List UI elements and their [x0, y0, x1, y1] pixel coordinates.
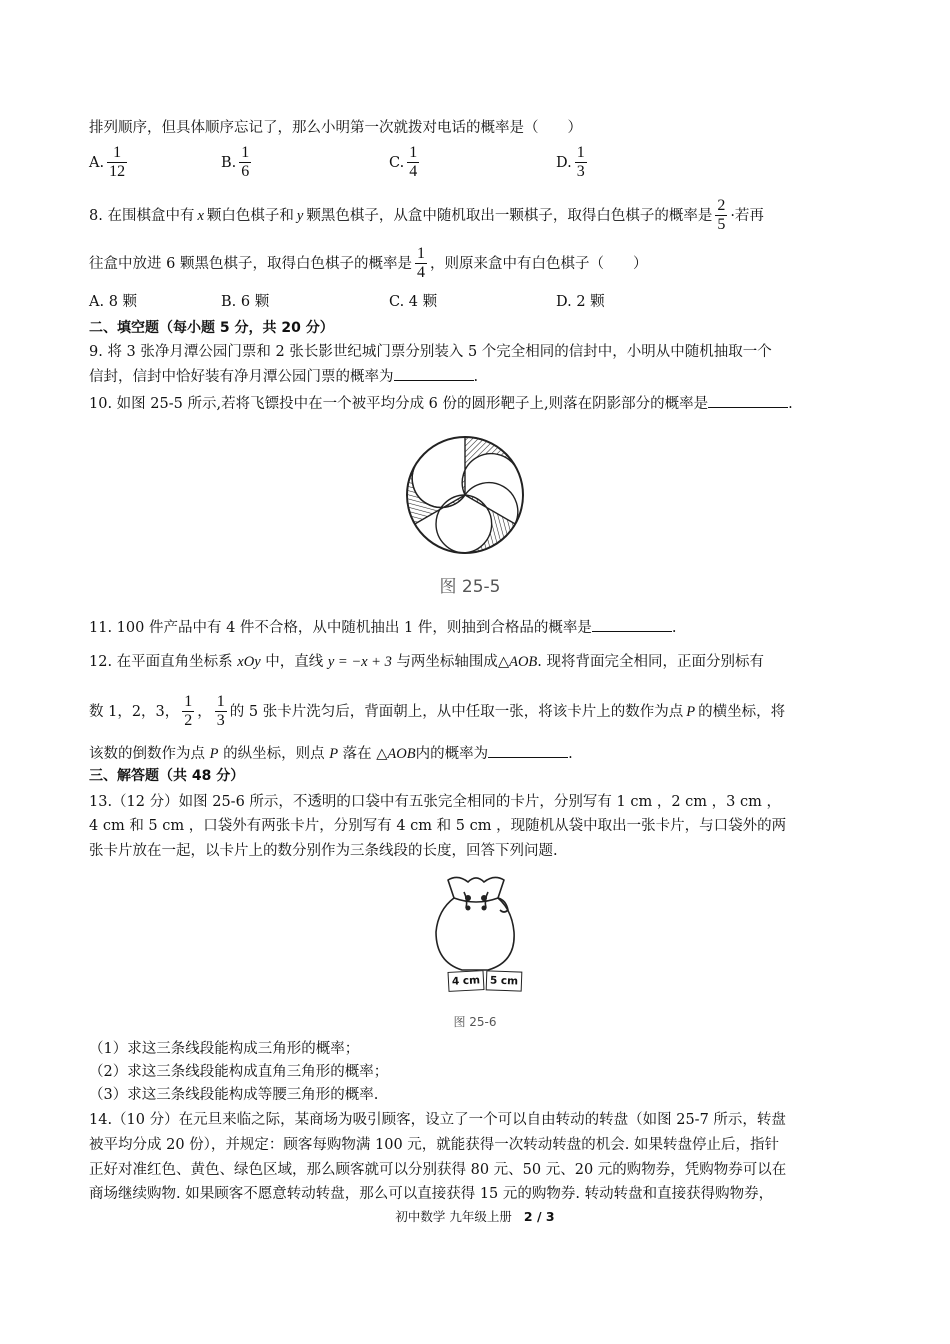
q8-option-a: A. 8 颗	[89, 294, 138, 310]
q13-line2: 4 cm 和 5 cm ，口袋外有两张卡片，分别写有 4 cm 和 5 cm ，现随机从袋中取出一张卡片，与口袋外的两	[89, 818, 787, 834]
q7-option-a: A. $\frac{1}{12}$	[89, 144, 126, 180]
q7-option-b-fraction: $\frac{1}{6}$	[241, 144, 250, 180]
q14-line1: 14.（10 分）在元旦来临之际，某商场为吸引顾客，设立了一个可以自由转动的转盘（如图 25-7 所示，转盘	[89, 1112, 786, 1128]
q13-sub1: （1）求这三条线段能构成三角形的概率；	[89, 1041, 360, 1057]
card-4cm: 4 cm	[448, 970, 485, 992]
page-number: 2 / 3	[523, 1209, 555, 1224]
card-5cm: 5 cm	[486, 970, 523, 991]
q9-line2: 信封，信封中恰好装有净月潭公园门票的概率为 .	[89, 366, 478, 387]
q8-line1: 8. 在围棋盒中有 x 颗白色棋子和 y 颗黑色棋子，从盒中随机取出一颗棋子，取得白色棋子的概率是 $\frac{2}{5}$ ·若再	[89, 197, 764, 233]
q8-line2: 往盒中放进 6 颗黑色棋子，取得白色棋子的概率是 $\frac{1}{4}$ ，则原来盒中有白色棋子（ ）	[89, 245, 648, 281]
section-fill-in-heading: 二、填空题（每小题 5 分，共 20 分）	[89, 320, 334, 336]
q13-sub3: （3）求这三条线段能构成等腰三角形的概率.	[89, 1087, 379, 1103]
q9-line1: 9. 将 3 张净月潭公园门票和 2 张长影世纪城门票分别装入 5 个完全相同的信封中，小明从中随机抽取一个	[89, 344, 772, 360]
figure-25-5-caption: 图 25-5	[439, 577, 501, 597]
q13-line3: 张卡片放在一起，以卡片上的数分别作为三条线段的长度，回答下列问题.	[89, 843, 558, 859]
q7-line: 排列顺序，但具体顺序忘记了，那么小明第一次就拨对电话的概率是（ ）	[89, 120, 582, 136]
q8-fraction-two-fifths: $\frac{2}{5}$	[717, 197, 726, 233]
q7-option-d-fraction: $\frac{1}{3}$	[576, 144, 585, 180]
q8-fraction-one-quarter: $\frac{1}{4}$	[416, 245, 425, 281]
q13-line1: 13.（12 分）如图 25-6 所示，不透明的口袋中有五张完全相同的卡片，分别写有 1 cm ，2 cm ，3 cm ，	[89, 794, 781, 810]
q8-option-c: C. 4 颗	[389, 294, 438, 310]
q12-fraction-one-third: $\frac{1}{3}$	[216, 693, 225, 729]
q8-option-d: D. 2 颗	[556, 294, 605, 310]
q14-line3: 正好对准红色、黄色、绿色区域，那么顾客就可以分别获得 80 元、50 元、20 元的购物券，凭购物券可以在	[89, 1162, 787, 1178]
q11-answer-blank	[592, 617, 672, 632]
q13-sub2: （2）求这三条线段能构成直角三角形的概率；	[89, 1064, 389, 1080]
q7-option-d: D. $\frac{1}{3}$	[556, 144, 585, 180]
q12-line1: 12. 在平面直角坐标系 xOy 中，直线 y = −x + 3 与两坐标轴围成△AOB. 现将背面完全相同，正面分别标有	[89, 654, 764, 670]
q10-answer-blank	[708, 393, 788, 408]
q7-option-a-fraction: $\frac{1}{12}$	[109, 144, 126, 180]
q12-line2: 数 1，2，3， $\frac{1}{2}$ ， $\frac{1}{3}$ 的 5 张卡片洗匀后，背面朝上，从中任取一张，将该卡片上的数作为点 P 的横坐标，将	[89, 693, 786, 729]
section-solve-heading: 三、解答题（共 48 分）	[89, 768, 245, 784]
q9-answer-blank	[394, 366, 474, 381]
figure-25-6-caption: 图 25-6	[453, 1015, 497, 1029]
q7-option-c: C. $\frac{1}{4}$	[389, 144, 418, 180]
q7-option-c-fraction: $\frac{1}{4}$	[409, 144, 418, 180]
dartboard-figure	[398, 428, 532, 562]
q11-line: 11. 100 件产品中有 4 件不合格，从中随机抽出 1 件，则抽到合格品的概率是 .	[89, 617, 676, 638]
q14-line2: 被平均分成 20 份），并规定：顾客每购物满 100 元，就能获得一次转动转盘的机会. 如果转盘停止后，指针	[89, 1137, 780, 1153]
q7-option-b: B. $\frac{1}{6}$	[221, 144, 250, 180]
q14-line4: 商场继续购物. 如果顾客不愿意转动转盘，那么可以直接获得 15 元的购物券. 转动转盘和直接获得购物券，	[89, 1186, 774, 1202]
q8-option-b: B. 6 颗	[221, 294, 270, 310]
q12-answer-blank	[488, 743, 568, 758]
q12-fraction-one-half: $\frac{1}{2}$	[184, 693, 193, 729]
q10-line: 10. 如图 25-5 所示,若将飞镖投中在一个被平均分成 6 份的圆形靶子上,则落在阴影部分的概率是 .	[89, 393, 793, 414]
page-footer: 初中数学 九年级上册 2 / 3	[395, 1209, 555, 1224]
q12-line3: 该数的倒数作为点 P 的纵坐标，则点 P 落在 △AOB内的概率为 .	[89, 743, 573, 764]
